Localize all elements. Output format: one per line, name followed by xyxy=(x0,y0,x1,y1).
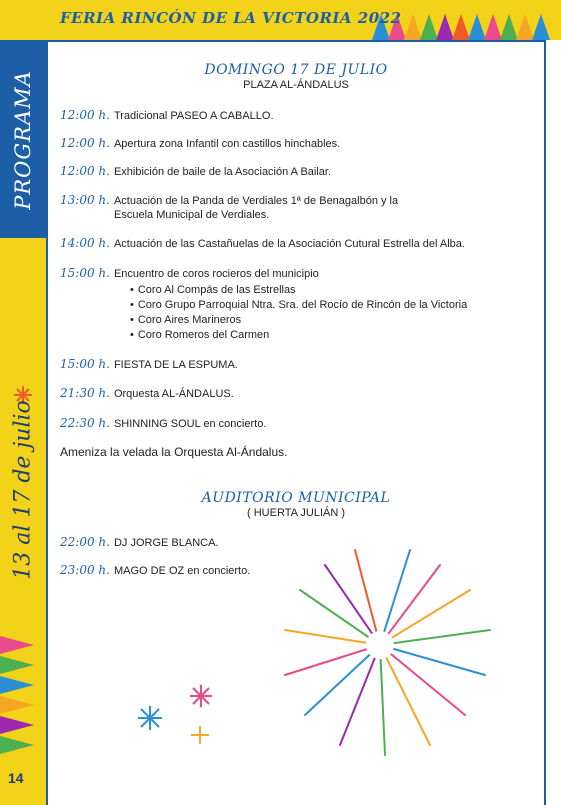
event-row xyxy=(60,416,530,431)
event-time: 12:00 h. xyxy=(60,136,110,150)
sidebar-dates-label: 13 al 17 de julio xyxy=(10,400,36,580)
closing-note: Ameniza la velada la Orquesta Al-Ándalus. xyxy=(60,445,288,459)
event-row xyxy=(60,136,530,151)
event-row xyxy=(60,193,530,222)
event-time: 15:00 h. xyxy=(60,266,110,280)
event-row xyxy=(60,563,530,578)
event-text: Exhibición de baile de la Asociación A Bailar. xyxy=(113,166,332,178)
event-row xyxy=(60,386,530,401)
section-title: DOMINGO 17 DE JULIO xyxy=(204,62,388,78)
event-time: 12:00 h. xyxy=(60,108,110,122)
event-row xyxy=(60,357,530,372)
event-row xyxy=(60,164,530,179)
event-text: FIESTA DE LA ESPUMA. xyxy=(113,359,238,371)
event-text: Apertura zona Infantil con castillos hinchables. xyxy=(113,138,341,150)
choir-list-item xyxy=(130,328,269,342)
page-number: 14 xyxy=(8,770,24,786)
choir-name: Coro Aires Marineros xyxy=(137,314,242,326)
event-text: Orquesta AL-ÁNDALUS. xyxy=(113,388,234,400)
event-time: 22:30 h. xyxy=(60,416,110,430)
event-text: Actuación de la Panda de Verdiales 1ª de Benagalbón y la xyxy=(113,195,399,207)
event-text: Encuentro de coros rocieros del municipio xyxy=(113,268,319,280)
choir-name: Coro Grupo Parroquial Ntra. Sra. del Rocío de Rincón de la Victoria xyxy=(137,299,468,311)
event-time: 15:00 h. xyxy=(60,357,110,371)
event-row xyxy=(60,108,530,123)
choir-list-item xyxy=(130,313,241,327)
event-text-continuation: Escuela Municipal de Verdiales. xyxy=(114,209,270,221)
section-subtitle: PLAZA AL-ÁNDALUS xyxy=(243,79,349,91)
event-row xyxy=(60,266,530,281)
bullet-icon: • xyxy=(130,284,134,296)
event-time: 21:30 h. xyxy=(60,386,110,400)
event-row xyxy=(60,236,530,251)
choir-name: Coro Romeros del Carmen xyxy=(137,329,270,341)
choir-list-item xyxy=(130,298,467,312)
event-time: 13:00 h. xyxy=(60,193,110,207)
event-text: SHINNING SOUL en concierto. xyxy=(113,418,267,430)
choir-name: Coro Al Compás de las Estrellas xyxy=(137,284,296,296)
sidebar-section-label: PROGRAMA xyxy=(11,70,35,210)
event-time: 12:00 h. xyxy=(60,164,110,178)
choir-list-item xyxy=(130,283,296,297)
section-title: AUDITORIO MUNICIPAL xyxy=(201,490,391,506)
event-text: MAGO DE OZ en concierto. xyxy=(113,565,251,577)
bullet-icon: • xyxy=(130,329,134,341)
bullet-icon: • xyxy=(130,299,134,311)
event-row xyxy=(60,535,530,550)
event-text: Tradicional PASEO A CABALLO. xyxy=(113,110,274,122)
event-time: 14:00 h. xyxy=(60,236,110,250)
event-text: DJ JORGE BLANCA. xyxy=(113,537,219,549)
bullet-icon: • xyxy=(130,314,134,326)
section-subtitle: ( HUERTA JULIÁN ) xyxy=(247,507,345,519)
event-text: Actuación de las Castañuelas de la Asociación Cutural Estrella del Alba. xyxy=(113,238,465,250)
event-time: 23:00 h. xyxy=(60,563,110,577)
page-header-title: FERIA RINCÓN DE LA VICTORIA 2022 xyxy=(60,9,402,27)
event-time: 22:00 h. xyxy=(60,535,110,549)
